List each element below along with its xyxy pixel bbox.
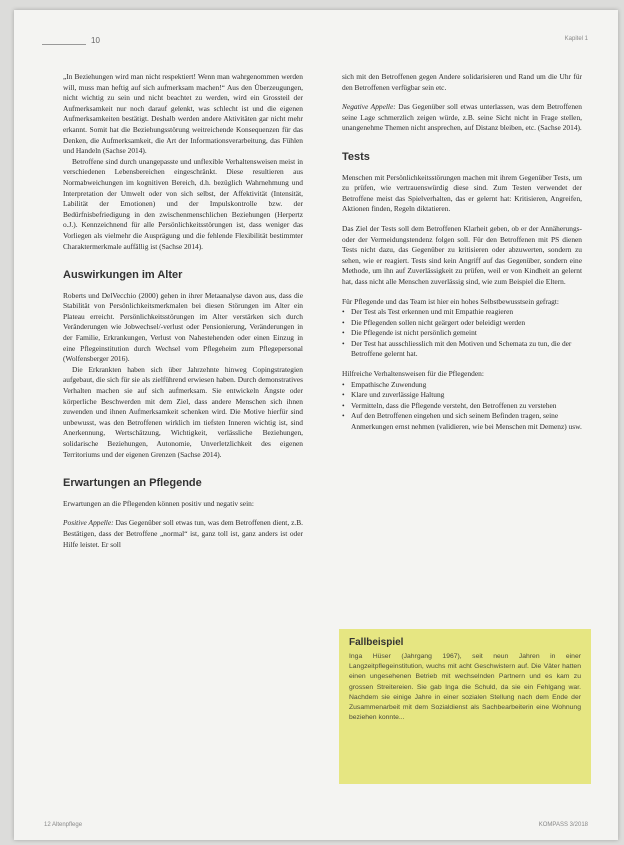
list-item: • Der Test hat ausschliesslich mit den Motiven und Schemata zu tun, die der Betroffene gelernt hat. [342, 339, 582, 360]
list-item: • Der Test als Test erkennen und mit Empathie reagieren [342, 307, 582, 318]
section-heading-alter: Auswirkungen im Alter [63, 269, 183, 282]
list-item: • Die Pflegende ist nicht persönlich gemeint [342, 328, 582, 339]
section-heading-erwartungen: Erwartungen an Pflegende [63, 477, 202, 490]
paragraph: Menschen mit Persönlichkeitsstörungen machen mit ihrem Gegenüber Tests, um zu prüfen, wie vertrauenswürdig diese sind. Zum Testen verwendet der Betroffene meist das Spielverhalten, das er gelernt hat: Kritisieren, Angreifen, Aktionen finden, Regeln diktatieren. [342, 172, 582, 214]
header-rule [42, 44, 86, 45]
running-header: Kapitel 1 [564, 36, 588, 42]
case-study-title: Fallbeispiel [349, 637, 404, 648]
list-item: • Vermitteln, dass die Pflegende versteht, den Betroffenen zu verstehen [342, 401, 582, 412]
right-column [342, 72, 582, 433]
list-item: • Empathische Zuwendung [342, 380, 582, 391]
footer-left: 12 Altenpflege [44, 822, 83, 828]
page-number: 10 [91, 36, 100, 45]
case-study-text: Inga Hüser (Jahrgang 1967), seit neun Jahren in einer Langzeitpflegeinstitution, wuchs mit acht Geschwistern auf. Die Väter hatten einen ungesehenen Betrieb mit wechselnden Partnern und es kam zu grossen Streitereien. Sie gab Inga die Schuld, da sie ein Fehlgang war. Nachdem sie einige Jahre in einer sozialen Stellung nach dem Ende der Zusammenarbeit mit dem Sozialdienst als Sachbearbeiterin eine Wohnung beziehen konnte... [349, 653, 581, 722]
list-item: • Auf den Betroffenen eingehen und sich seinem Befinden tragen, seine Anmerkungen ernst nehmen (validieren, wie bei Menschen mit Demenz) usw. [342, 411, 582, 432]
paragraph: Für Pflegende und das Team ist hier ein hohes Selbstbewusstsein gefragt: [342, 296, 559, 306]
paragraph-text: Das Gegenüber soll etwas unterlassen, was dem Betroffenen seine Lage schmerzlich zeigen würde, z.B. seine Sicht nicht in Frage stellen, unangenehme Themen nicht ansprechen, auf Distanz bleiben, etc. (Sachse 2014). [342, 102, 582, 133]
footer-right: KOMPASS 3/2018 [538, 822, 588, 828]
paragraph: Das Ziel der Tests soll dem Betroffenen Klarheit geben, ob er der Annäherungs- oder der Vermeidungstendenz folgen soll. Für den Betroffenen mit PS dienen Tests nicht dazu, das Gegenüber zu kritisieren oder abzuwerten, sondern zu sehen, wie er reagiert. Tests sind kein Angriff auf das Gegenüber, sondern eine Methode, um ihn auf Zuverlässigkeit zu prüfen, weil er von Kindheit an gelernt hat, dass nicht alle Menschen zuverlässig sind, wie zum Beispiel die Eltern. [342, 223, 582, 286]
paragraph: „In Beziehungen wird man nicht respektiert! Wenn man wahrgenommen werden will, muss man heftig auf sich aufmerksam machen!“ Aus den Überzeugungen, nicht wichtig zu sein und nicht beachtet zu werden, wird ein Grossteil der Aufmerksamkeit nur noch darauf gelenkt, was schlecht ist und die eigenen Aufmerksamkeiten bestätigt. Deshalb werden andere Aktivitäten gar nicht mehr erkannt. Somit hat die Beziehungsstörung weitreichende Konsequenzen für das Denken, die Aufmerksamkeit, die Art der Informationsverarbeitung, das Fühlen und Handeln (Sachse 2014). [63, 72, 303, 156]
paragraph: Hilfreiche Verhaltensweisen für die Pflegenden: [342, 369, 484, 379]
left-column [63, 72, 303, 550]
term-label: Positive Appelle: [63, 518, 114, 528]
document-page [14, 10, 618, 840]
paragraph: Erwartungen an die Pflegenden können positiv und negativ sein: [63, 498, 254, 508]
term-label: Negative Appelle: [342, 102, 396, 112]
paragraph: sich mit den Betroffenen gegen Andere solidarisieren und Rand um die Uhr für den Betroffenen verfügbar sein etc. [342, 72, 582, 92]
paragraph [342, 102, 582, 134]
behaviour-list [342, 380, 582, 433]
section-heading-tests: Tests [342, 150, 370, 163]
case-study-box [339, 629, 591, 784]
paragraph: Betroffene sind durch unangepasste und unflexible Verhaltensweisen meist in verschiedenen Lebensbereichen eingeschränkt. Diese resultieren aus Normabweichungen im kognitiven Bereich, d.h. bezüglich Wahrnehmung und Interpretation der Umwelt oder von sich selbst, der Affektivität (Intensität, Labilität der Emotionen) und der Impulskontrolle bzw. der Bedürfnisbefriedigung in den zwischenmenschlichen Beziehungen (Herpertz o.J.). Kennzeichnend für alle Persönlichkeitsstörungen ist, dass weniger das Vorliegen als vielmehr die Ausprägung und die fehlende Flexibilität bestimmter Charaktermerkmale auffällig ist (Sachse 2014). [63, 156, 303, 251]
paragraph: Roberts und DelVecchio (2000) gehen in ihrer Metaanalyse davon aus, dass die Stabilität von Persönlichkeitsmerkmalen bei diesen Störungen im Alter ein Plateau erreicht. Persönlichkeitsstörungen im Alter verstärken sich durch Veränderungen wie Jobwechsel/-verlust oder Pensionierung, Veränderungen in der Familie, Erkrankungen, Verlust von Nahestehenden oder einen Einzug in eine Pflegeinstitution durch Wechsel vom Pflegeheim zum Pflegepersonal (Wolfensberger 2016). [63, 290, 303, 364]
paragraph [63, 518, 303, 550]
paragraph: Die Erkrankten haben sich über Jahrzehnte hinweg Copingstrategien aufgebaut, die sich für sie als zielführend erwiesen haben. Durch demonstratives Verhalten machen sie auf sich aufmerksam. Sie entwickeln Ängste oder körperliche Beschwerden mit dem Ziel, dass andere Menschen sich ihnen zuwenden und ihnen Aufmerksamkeit schenken wird. Die Motive hierfür sind unbewusst, was den Betroffenen wirklich im tiefsten Inneren wichtig ist, sind Anerkennung, Wertschätzung, Wichtigkeit, verlässliche Beziehungen, solidarische Beziehungen, Autonomie, Unverletzlichkeit des eigenen Territoriums und der eigenen Grenzen (Sachse 2014). [63, 364, 303, 459]
list-item: • Klare und zuverlässige Haltung [342, 390, 582, 401]
paragraph-text: Das Gegenüber soll etwas tun, was dem Betroffenen dient, z.B. Bestätigen, dass der Betroffene „normal“ ist, ganz toll ist, ganz anders ist oder Hilfe leistet. Er soll [63, 518, 303, 549]
test-list [342, 307, 582, 360]
list-item: • Die Pflegenden sollen nicht geärgert oder beleidigt werden [342, 318, 582, 329]
